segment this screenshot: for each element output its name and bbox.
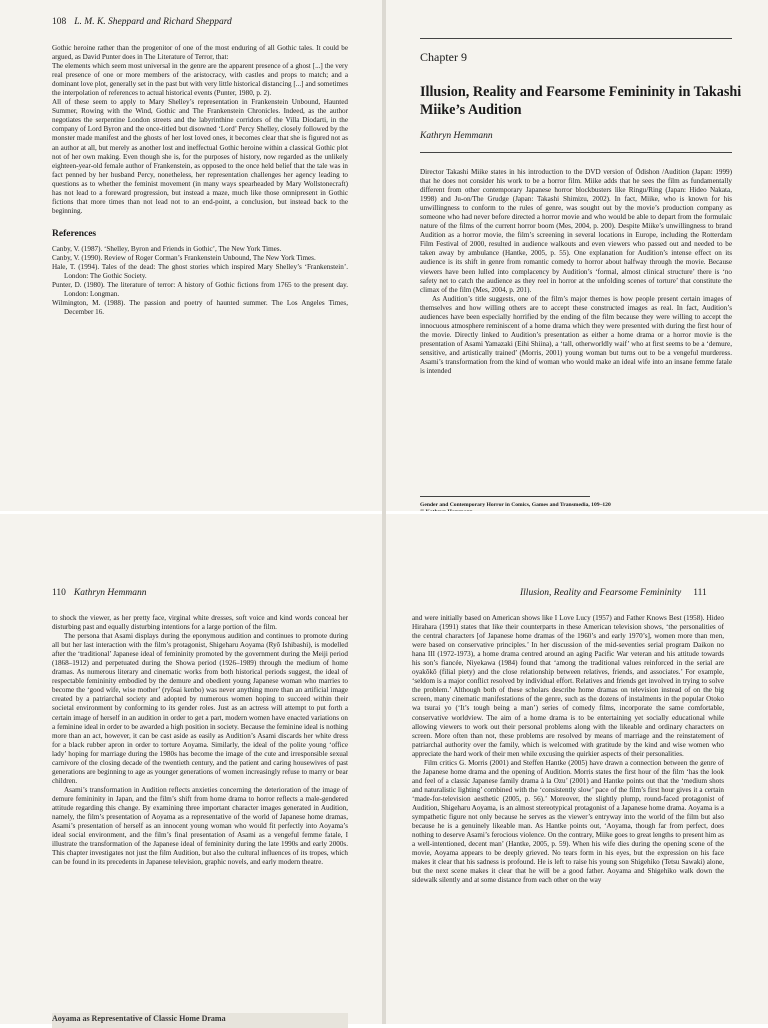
reference-entry: Wilmington, M. (1988). The passion and poetry of haunted summer. The Los Angeles Times, December 16. [52, 299, 348, 317]
page-number: 108 [52, 17, 67, 27]
running-title: Illusion, Reality and Fearsome Femininity [520, 588, 682, 598]
gutter [382, 0, 386, 1024]
reference-entry: Canby, V. (1990). Review of Roger Corman’s Frankenstein Unbound, The New York Times. [52, 253, 316, 262]
paragraph: Director Takashi Miike states in his introduction to the DVD version of Ōdishon /Audition (Japan: 1999) that he does not consider his work to be a horror film. Miike adds that he sees the film as fundamentally different from other contemporary Japanese horror blockbusters like Ringu/Ring (Japan: Hideo Nakata, 1998) and Ju-on/The Grudge (Japan: Takashi Shimizu, 2002). In fact, Miike, who is known for his unwillingness to conform to the rules of genre, was sought out by the movie’s production company as someone who had never before directed a horror movie and who would be able to depart from the formulaic nature of the films of the current horror boom (Mes, 2004, p. 200). Despite Miike’s unwillingness to brand Audition as a horror movie, the film’s screening in several locations in Europe, including the Rotterdam Film Festival of 2000, resulted in audience walkouts and even viewers who passed out and needed to be taken away by ambulance (Hantke, 2005, p. 55). One explanation for Audition’s intense effect on its audience is its shift in genre from romantic comedy to horror about halfway through the movie. Because viewers have been lulled into complacency by Audition’s ‘formal, almost clinical structure’ there is ‘no safety net to catch the audience as they reel in horror at the unfolding scenes of torture’ that constitute the climax of the film (Mes, 2004, p. 201). [420, 168, 732, 294]
reference-entry: Punter, D. (1980). The literature of terror: A history of Gothic fictions from 1765 to the present day. London: Longman. [52, 281, 348, 299]
paragraph: Film critics G. Morris (2001) and Steffen Hantke (2005) have drawn a connection between the genre of the Japanese home drama and the opening of Audition. Morris states the first hour of the film ‘has the look and feel of a classic Japanese family drama à la Ozu’ (2001) and Hantke points out that the ‘medium shots and naturalistic lighting’ combined with the ‘consistently slow’ pace of the film’s first hour gives it a certain ‘made-for-television aesthetic (2005, p. 56).’ Moreover, the slightly plump, round-faced protagonist of Audition, Shigeharu Aoyama, is an almost stereotypical protagonist of a Japanese home drama. Aoyama is a sympathetic figure not only because he serves as the viewer’s entryway into the world of the film but also because he is a genuinely likeable man. As Hantke points out, ‘Aoyama, though far from perfect, does nothing to deserve Asami’s ferocious violence. On the contrary, Miike goes to great lengths to present him as a well-intentioned, decent man’ (Hantke, 2005, p. 59). When his wife dies during the opening scene of the movie, Aoyama appears to be deeply grieved. No tears form in his eyes, but the expression on his face makes it clear that his sadness is profound. He is left to raise his young son Shigehiko (Tetsu Sawaki) alone, but the next scene makes it clear that he will be a good father. Aoyama and Shigehiko walk down the sidewalk silently and at some distance from each other on the way [412, 758, 724, 885]
running-header [520, 588, 707, 598]
text-column [412, 614, 724, 885]
chapter-author: Kathryn Hemmann [420, 131, 493, 141]
paragraph: Asami’s transformation in Audition reflects anxieties concerning the deterioration of the image of demure femininity in Japan, and the film’s shift from home drama to horror reflects a male-gendered attitude regarding this change. By examining three important character images generated in Audition, namely, the film’s presentation of Aoyama as a representative of the world of Japanese home dramas, Asami’s presentation of herself as an innocent young woman who would fit perfectly into Aoyama’s ideal social environment, and the film’s final presentation of Asami as a vengeful femme fatale, I illustrate the transformation of the Japanese ideal of femininity during the late 1990s and early 2000s. This chapter investigates not just the film Audition, but also the cultural influences of its tropes, which can be found in its precedents in Japanese television, graphic novels, and early modern theatre. [52, 785, 348, 867]
title-rule [420, 152, 732, 153]
paragraph: As Audition’s title suggests, one of the film’s major themes is how people present certain images of themselves and how willing others are to accept these constructed images as real. In fact, Audition’s audiences have been especially horrified by the ending of the film because they were willing to accept the innocuous atmosphere reminiscent of a home drama which they were presented with during the first hour of the movie. Directly linked to Audition’s presentation as either a home drama or a horror movie is the presentation of Asami Yamazaki (Eihi Shiina), a ‘tall, otherworldly waif’ who at first seems to be a ‘demure, sensitive, and artistically trained’ (Morris, 2001) young woman but turns out to be a vengeful murderess. Asami’s transformation from the kind of woman who would make an ideal wife into an insane femme fatale is intended [420, 294, 732, 376]
section-heading: Aoyama as Representative of Classic Home Drama [52, 1013, 348, 1028]
page-number: 110 [52, 588, 66, 598]
block-quote: The elements which seem most universal in the genre are the apparent presence of a ghost [...] the very real presence of one or more members of the aristocracy, with castles and props to match; and a dominant love plot, generally set in the past but with very little historical distancing [...] and sometimes the interpolation of references to actual historical events (Punter, 1980, p. 2). [52, 62, 348, 98]
running-title: L. M. K. Sheppard and Richard Sheppard [74, 17, 232, 27]
page-108 [0, 0, 384, 512]
page-number: 111 [693, 588, 707, 598]
reference-entry: Hale, T. (1994). Tales of the dead: The ghost stories which inspired Mary Shelley’s ‘Frankenstein’. London: The Gothic Society. [52, 263, 348, 281]
page-110 [0, 512, 384, 1024]
paragraph: All of these seem to apply to Mary Shelley’s representation in Frankenstein Unbound, Haunted Summer, Rowing with the Wind, Gothic and The Frankenstein Chronicles. Indeed, as the author negotiates the serpentine London streets and the labyrinthine corridors of the Villa Diodarti, in the company of Lord Byron and the once-titled but disowned ‘Lord’ Percy Shelley, closely followed by the monster made manifest and the ghosts of her lost loved ones, it becomes clear that she is figured not as an author at all, but merely as another lost and ineffectual Gothic heroine within a classical Gothic plot not of her own making. Even though she is, for the purposes of history, now regarded as the unlikely eighteen-year-old female author of Frankenstein, as opposed to the once held belief that the tale was in fact penned by her husband Percy, nonetheless, her representation challenges her agency leading to questions as to whether the feminist movement (in many ways spearheaded by Mary Wollstonecraft) has not lead to a foreward progression, but instead a maze, much like those omnipresent in Gothic fictions that more times than not lead not to an end-point, a conclusion, but instead back to the beginning. [52, 98, 348, 215]
paragraph: The persona that Asami displays during the eponymous audition and continues to promote during all but her last interaction with the film’s protagonist, Shigeharu Aoyama (Ryō Ishibashi), is modelled after the ‘traditional’ Japanese ideal of femininity promoted by the government during the Meiji period (1868–1912) and perpetuated during the Showa period (1926–1989) through the medium of home dramas. As numerous literary and cinematic works from both historical periods suggest, the ideal of respectable femininity embodied by the demure and obedient young Japanese woman who marries to become the ‘good wife, wise mother’ (ryōsai kenbo) was never anything more than an artificial image created by a patriarchal society and adopted by numerous women hoping to succeed within their societal environment by conforming to its gender roles. Just as an actress will attempt to put forth a certain image of herself in an audition in order to get a part, modern women have enacted variations on a feminine ideal in order to be awarded a high position in society. Because the feminine ideal is nothing more than an act, however, it can be cast aside as easily as Audition’s Asami discards her white dress for a black rubber apron in order to torture Aoyama. Similarly, the ideal of the polite young ‘office lady’ hoping for marriage during the 1980s has become the image of the cute and irresponsible sexual carnivore of the closing decade of the twentieth century, and the patient and caring housewives of past generations are beginning to age as younger generations of women increasingly refuse to marry or bear children. [52, 632, 348, 785]
page-109 [384, 0, 768, 512]
paragraph: and were initially based on American shows like I Love Lucy (1957) and Father Knows Best (1958). Hideo Hirahara (1991) states that like their counterparts in these American television shows, ‘the personalities of the central characters [of Japanese home dramas of the 1960’s and early 1970’s], women more than men, were based on conservative principles.’ In her discussion of the mid-seventies serial program Daikon no hana III (1972-1973), a home drama centred around an aging Pacific War veteran and his attitude towards his son’s fiancée, Niyekawa (1984) found that ‘among the traditional values reinforced in the serial are oyakōkō (filial piety) and the close relationship between relatives, friends, and associates.’ For example, ‘seldom is a major conflict resolved by individual effort. Relatives and friends get involved in trying to solve the problem.’ Although both of these scholars describe home dramas on television instead of on the big screen, many cinematic manifestations of the genre, such as the dozens of instalments in the popular Otoko wa tsurai yo (‘It’s tough being a man’) series of comedy films, incorporate the same comfortable, conservative worldview. The aim of a home drama is to be entertaining yet socially educational while allowing viewers to work out their personal problems along with the likeable and ordinary characters on screen. More often than not, these problems are resolved by means of marriage and the reinstatement of patriarchal authority over the family, which is welcomed with gratitude by the kind and wise women who appreciate the hard work of their men while excusing the quirkier aspects of their personalities. [412, 614, 724, 758]
page-111 [384, 512, 768, 1024]
footer-line: Gender and Contemporary Horror in Comics, Games and Transmedia, 109–120 [420, 502, 611, 508]
paragraph: Gothic heroine rather than the progenitor of one of the most enduring of all Gothic tales. It could be argued, as David Punter does in The Literature of Terror, that: [52, 44, 348, 62]
running-header [52, 588, 146, 598]
text-column [52, 44, 348, 317]
paragraph: to shock the viewer, as her pretty face, virginal white dresses, soft voice and kind words conceal her disturbing past and equally disturbing intentions for a large portion of the film. [52, 614, 348, 632]
text-column [420, 168, 732, 376]
chapter-title: Illusion, Reality and Fearsome Femininity in Takashi Miike’s Audition [420, 84, 742, 118]
chapter-label: Chapter 9 [420, 50, 467, 64]
references-heading: References [52, 228, 97, 239]
reference-entry: Canby, V. (1987). ‘Shelley, Byron and Friends in Gothic’, The New York Times. [52, 244, 282, 253]
running-title: Kathryn Hemmann [73, 588, 147, 598]
text-column [52, 614, 348, 867]
top-rule [420, 38, 732, 39]
running-header [52, 17, 232, 27]
footnote-rule [420, 496, 590, 497]
